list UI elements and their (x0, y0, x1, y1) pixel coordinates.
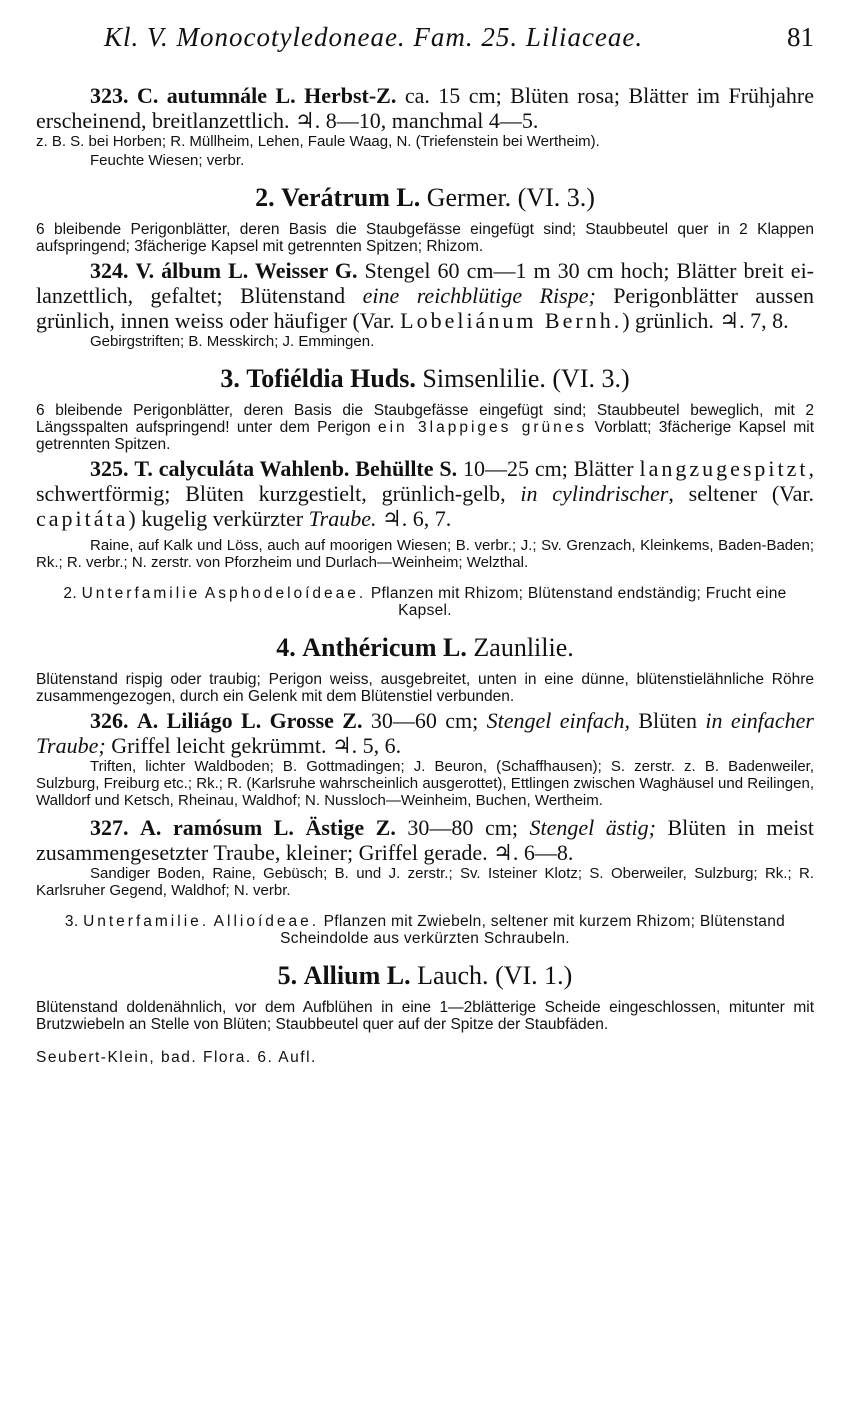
locality-327: Sandiger Boden, Raine, Gebüsch; B. und J. zerstr.; Sv. Isteiner Klotz; S. Oberweiler, Sulzburg; Rk.; R. Karlsruher Gegend, Waldhof; N. verbr. (36, 865, 814, 899)
locality-325: Raine, auf Kalk und Löss, auch auf moorigen Wiesen; B. verbr.; J.; Sv. Grenzach, Kleinkems, Baden-Baden; Rk.; R. verbr.; N. zerstr. von Pforzheim und Durlach—Weinheim; Welzthal. (36, 537, 814, 571)
species-entry-327: 327. A. ramósum L. Ästige Z. 30—80 cm; Stengel ästig; Blüten in meist zusammengesetzter Traube, kleiner; Griffel gerade. ♃. 6—8. (36, 815, 814, 865)
genus-description-tofieldia: 6 bleibende Perigonblätter, deren Basis die Staubgefässe eingefügt sind; Staubbeutel beweglich, mit 2 Längsspalten aufspringend! unter dem Perigon ein 3lappiges grünes Vorblatt; 3fächerige Kapsel mit getrennten Spitzen. (36, 402, 815, 453)
book-page (36, 22, 814, 1067)
running-title: Kl. V. Monocotyledoneae. Fam. 25. Liliaceae. (104, 22, 644, 52)
genus-heading-veratrum: 2. Verátrum L. Germer. (VI. 3.) (255, 183, 595, 212)
species-entry-323: 323. C. autumnále L. Herbst-Z. ca. 15 cm; Blüten rosa; Blätter im Frühjahre erscheinend, breitlanzettlich. ♃. 8—10, manchmal 4—5. (36, 83, 815, 133)
species-name: C. autumnále L. Herbst-Z. (136, 83, 397, 108)
locality-326: Triften, lichter Waldboden; B. Gottmadingen; J. Beuron, (Schaffhausen); S. zerstr. z. B. Badenweiler, Sulzburg, Freiburg etc.; Rk.; R. (Karlsruhe wahrscheinlich ausgerottet), Ettlingen zwischen Waghäusel und Reilingen, Walldorf und Ketsch, Rheinau, Waldhof; N. Nussloch—Weinheim, Buchen, Wertheim. (36, 758, 814, 809)
running-header (36, 22, 814, 53)
habitat-323: Feuchte Wiesen; verbr. (90, 152, 245, 169)
subfamily-heading-allioideae: 3. Unterfamilie. Allioídeae. Pflanzen mit Zwiebeln, seltener mit kurzem Rhizom; Blütenstand Scheindolde aus verkürzten Schraubeln. (64, 913, 786, 947)
genus-heading-anthericum: 4. Anthéricum L. Zaunlilie. (276, 633, 574, 662)
species-entry-325: 325. T. calyculáta Wahlenb. Behüllte S. 10—25 cm; Blätter langzugespitzt, schwertförmig; Blüten kurzgestielt, grünlich-gelb, in cylindrischer, seltener (Var. capitáta) kugelig verkürzter Traube. ♃. 6, 7. (36, 456, 815, 531)
locality-323: z. B. S. bei Horben; R. Müllheim, Lehen, Faule Waag, N. (Triefenstein bei Wertheim). (36, 133, 600, 150)
genus-description-anthericum: Blütenstand rispig oder traubig; Perigon weiss, ausgebreitet, unten in eine dünne, blütenstielähnliche Röhre zusammengezogen, durch ein Gelenk mit dem Blütenstiel verbunden. (36, 671, 814, 705)
species-entry-324: 324. V. álbum L. Weisser G. Stengel 60 cm—1 m 30 cm hoch; Blätter breit ei-lanzettlich, gefaltet; Blütenstand eine reichblütige Rispe; Perigonblätter aussen grünlich, innen weiss oder häufiger (Var. Lobeliánum Bernh.) grünlich. ♃. 7, 8. (36, 258, 815, 333)
genus-description-allium: Blütenstand doldenähnlich, vor dem Aufblühen in eine 1—2blätterige Scheide eingeschlossen, mitunter mit Brutzwiebeln an Stelle von Blüten; Staubbeutel quer auf der Spitze der Staubfäden. (36, 999, 814, 1033)
subfamily-heading-asphodeloideae: 2. Unterfamilie Asphodeloídeae. Pflanzen mit Rhizom; Blütenstand endständig; Frucht eine Kapsel. (63, 585, 787, 619)
genus-heading-tofieldia: 3. Tofiéldia Huds. Simsenlilie. (VI. 3.) (220, 364, 630, 393)
locality-324: Gebirgstriften; B. Messkirch; J. Emmingen. (90, 333, 375, 350)
genus-description-veratrum: 6 bleibende Perigonblätter, deren Basis die Staubgefässe eingefügt sind; Staubbeutel quer in 2 Klappen aufspringend; 3fächerige Kapsel mit getrennten Spitzen; Rhizom. (36, 221, 814, 255)
printer-signature: Seubert-Klein, bad. Flora. 6. Aufl. (36, 1049, 317, 1066)
species-entry-326: 326. A. Liliágo L. Grosse Z. 30—60 cm; Stengel einfach, Blüten in einfacher Traube; Griffel leicht gekrümmt. ♃. 5, 6. (36, 708, 814, 758)
genus-heading-allium: 5. Allium L. Lauch. (VI. 1.) (277, 961, 573, 990)
page-number: 81 (787, 22, 814, 52)
